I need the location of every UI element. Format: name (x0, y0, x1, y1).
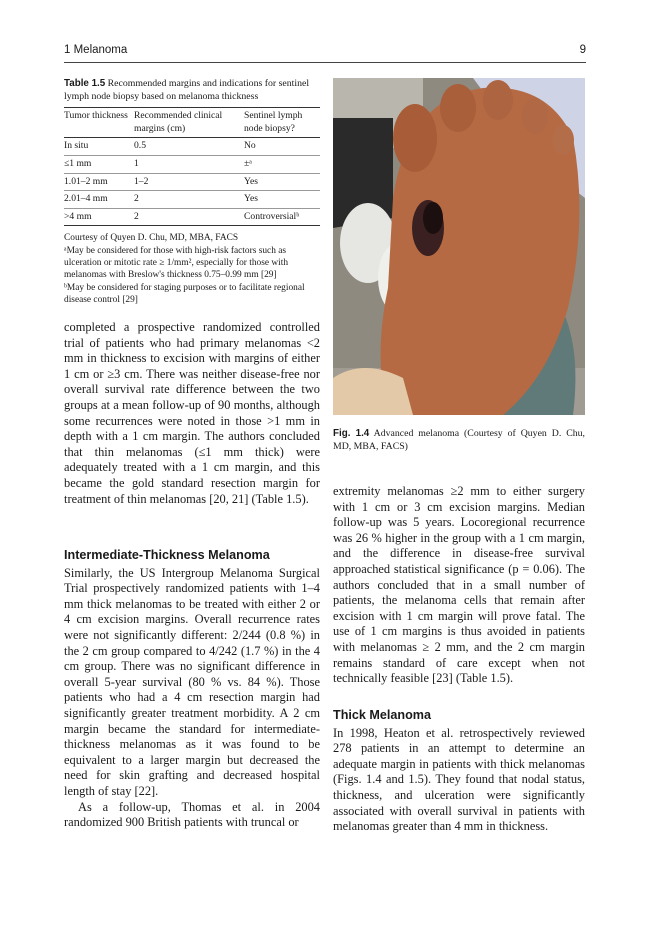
margins-table-block (64, 78, 320, 306)
chapter-title: 1 Melanoma (64, 44, 128, 56)
cell: Controversialᵇ (244, 210, 300, 222)
cell: 2 (134, 210, 139, 222)
cell: ±ᵃ (244, 157, 252, 169)
running-header (64, 44, 586, 60)
cell: In situ (64, 140, 89, 152)
header-tumor-thickness: Tumor thickness (64, 110, 128, 122)
margins-table (64, 107, 320, 226)
table-header-row (64, 108, 320, 138)
cell: Yes (244, 193, 258, 205)
cell: 1–2 (134, 175, 149, 187)
table-footnote-b: ᵇMay be considered for staging purposes or to facilitate regional disease control [29] (64, 282, 305, 305)
cell: Yes (244, 175, 258, 187)
cell: 1 (134, 157, 139, 169)
page-number: 9 (579, 44, 586, 56)
table-caption (64, 78, 320, 103)
table-row (64, 208, 320, 226)
table-notes (64, 232, 320, 306)
intermediate-section (64, 548, 320, 831)
table-caption-text: Recommended margins and indications for sentinel lymph node biopsy based on melanoma thickness (64, 78, 310, 102)
cell: 2.01–4 mm (64, 193, 108, 205)
melanoma-foot-photo (333, 78, 585, 415)
header-sentinel-biopsy: Sentinel lymph node biopsy? (244, 110, 303, 134)
cell: ≤1 mm (64, 157, 92, 169)
table-footnote-a: ᵃMay be considered for those with high-risk factors such as ulceration or mitotic rate ≥ 1/mm², especially for those with melanomas with Breslow's thickness 0.75–0.99 mm [29] (64, 245, 289, 281)
paragraph: completed a prospective randomized controlled trial of patients who had primary melanomas <2 mm in thickness to excision with margins of either 1 cm or ≥3 cm. There was neither disease-free nor overall survival rate difference between the two groups at a mean follow-up of 90 months, although some recurrences were noted in those >1 mm in depth with a 1 cm margin. The authors concluded that thin melanomas (≤1 mm thick) were adequately treated with a 1 cm margin, and this became the gold standard resection margin for treatment of thin melanomas [20, 21] (Table 1.5). (64, 320, 320, 506)
section-heading-thick: Thick Melanoma (333, 708, 431, 722)
section-heading-intermediate: Intermediate-Thickness Melanoma (64, 548, 270, 562)
paragraph: extremity melanomas ≥2 mm to either surgery with 1 cm or 3 cm excision margins. Median follow-up was 5 years. Locoregional recurrence was 26 % higher in the group with a 1 cm margin, and the difference in disease-free survival approached statistical significance (p = 0.06). The authors concluded that in a small number of patients, the melanoma cells that remain after excision with 1 cm margin will prove fatal. The use of 1 cm margins is thus avoided in patients with melanomas ≥ 2 mm, and the 2 cm margin remains standard of care except when not technically feasible [23] (Table 1.5). (333, 484, 585, 686)
cell: 1.01–2 mm (64, 175, 108, 187)
foot-illustration (333, 78, 585, 415)
cell: 0.5 (134, 140, 146, 152)
column1-intro (64, 320, 320, 507)
table-row (64, 138, 320, 156)
cell: >4 mm (64, 210, 92, 222)
figure-label: Fig. 1.4 (333, 428, 370, 439)
table-label: Table 1.5 (64, 78, 106, 89)
table-row (64, 173, 320, 191)
paragraph: In 1998, Heaton et al. retrospectively reviewed 278 patients in an attempt to determine an adequate margin in patients with thick melanomas (Figs. 1.4 and 1.5). They found that nodal status, thickness, and ulceration were significantly associated with overall survival in patients with melanomas greater than 4 mm in thickness. (333, 725, 585, 834)
cell: No (244, 140, 256, 152)
table-courtesy: Courtesy of Quyen D. Chu, MD, MBA, FACS (64, 233, 239, 244)
paragraph: Similarly, the US Intergroup Melanoma Surgical Trial prospectively randomized patients with 1–4 mm thick melanomas to be treated with either 2 or 4 cm excision margins. Overall recurrence rates were not significantly different: 2/244 (0.8 %) in the 2 cm group compared to 4/242 (1.7 %) in the 4 cm group. There was no significant difference in overall 5-year survival (80 % vs. 84 %). Those patients who had a 4 cm resection margin had significantly greater treatment morbidity. A 2 cm margin became the standard for intermediate-thickness melanomas as it was found to be equivalent to a larger margin but decreased the need for skin grafting and decreased hospital length of stay [22]. (64, 565, 320, 798)
cell: 2 (134, 193, 139, 205)
column2-continuation (333, 484, 585, 687)
figure-caption-text: Advanced melanoma (Courtesy of Quyen D. Chu, MD, MBA, FACS) (333, 428, 585, 452)
figure-caption (333, 428, 585, 453)
paragraph: As a follow-up, Thomas et al. in 2004 randomized 900 British patients with truncal or (64, 799, 320, 830)
table-row (64, 191, 320, 209)
header-rule (64, 62, 586, 63)
table-row (64, 155, 320, 173)
header-clinical-margins: Recommended clinical margins (cm) (134, 110, 223, 134)
thick-section (333, 708, 585, 835)
